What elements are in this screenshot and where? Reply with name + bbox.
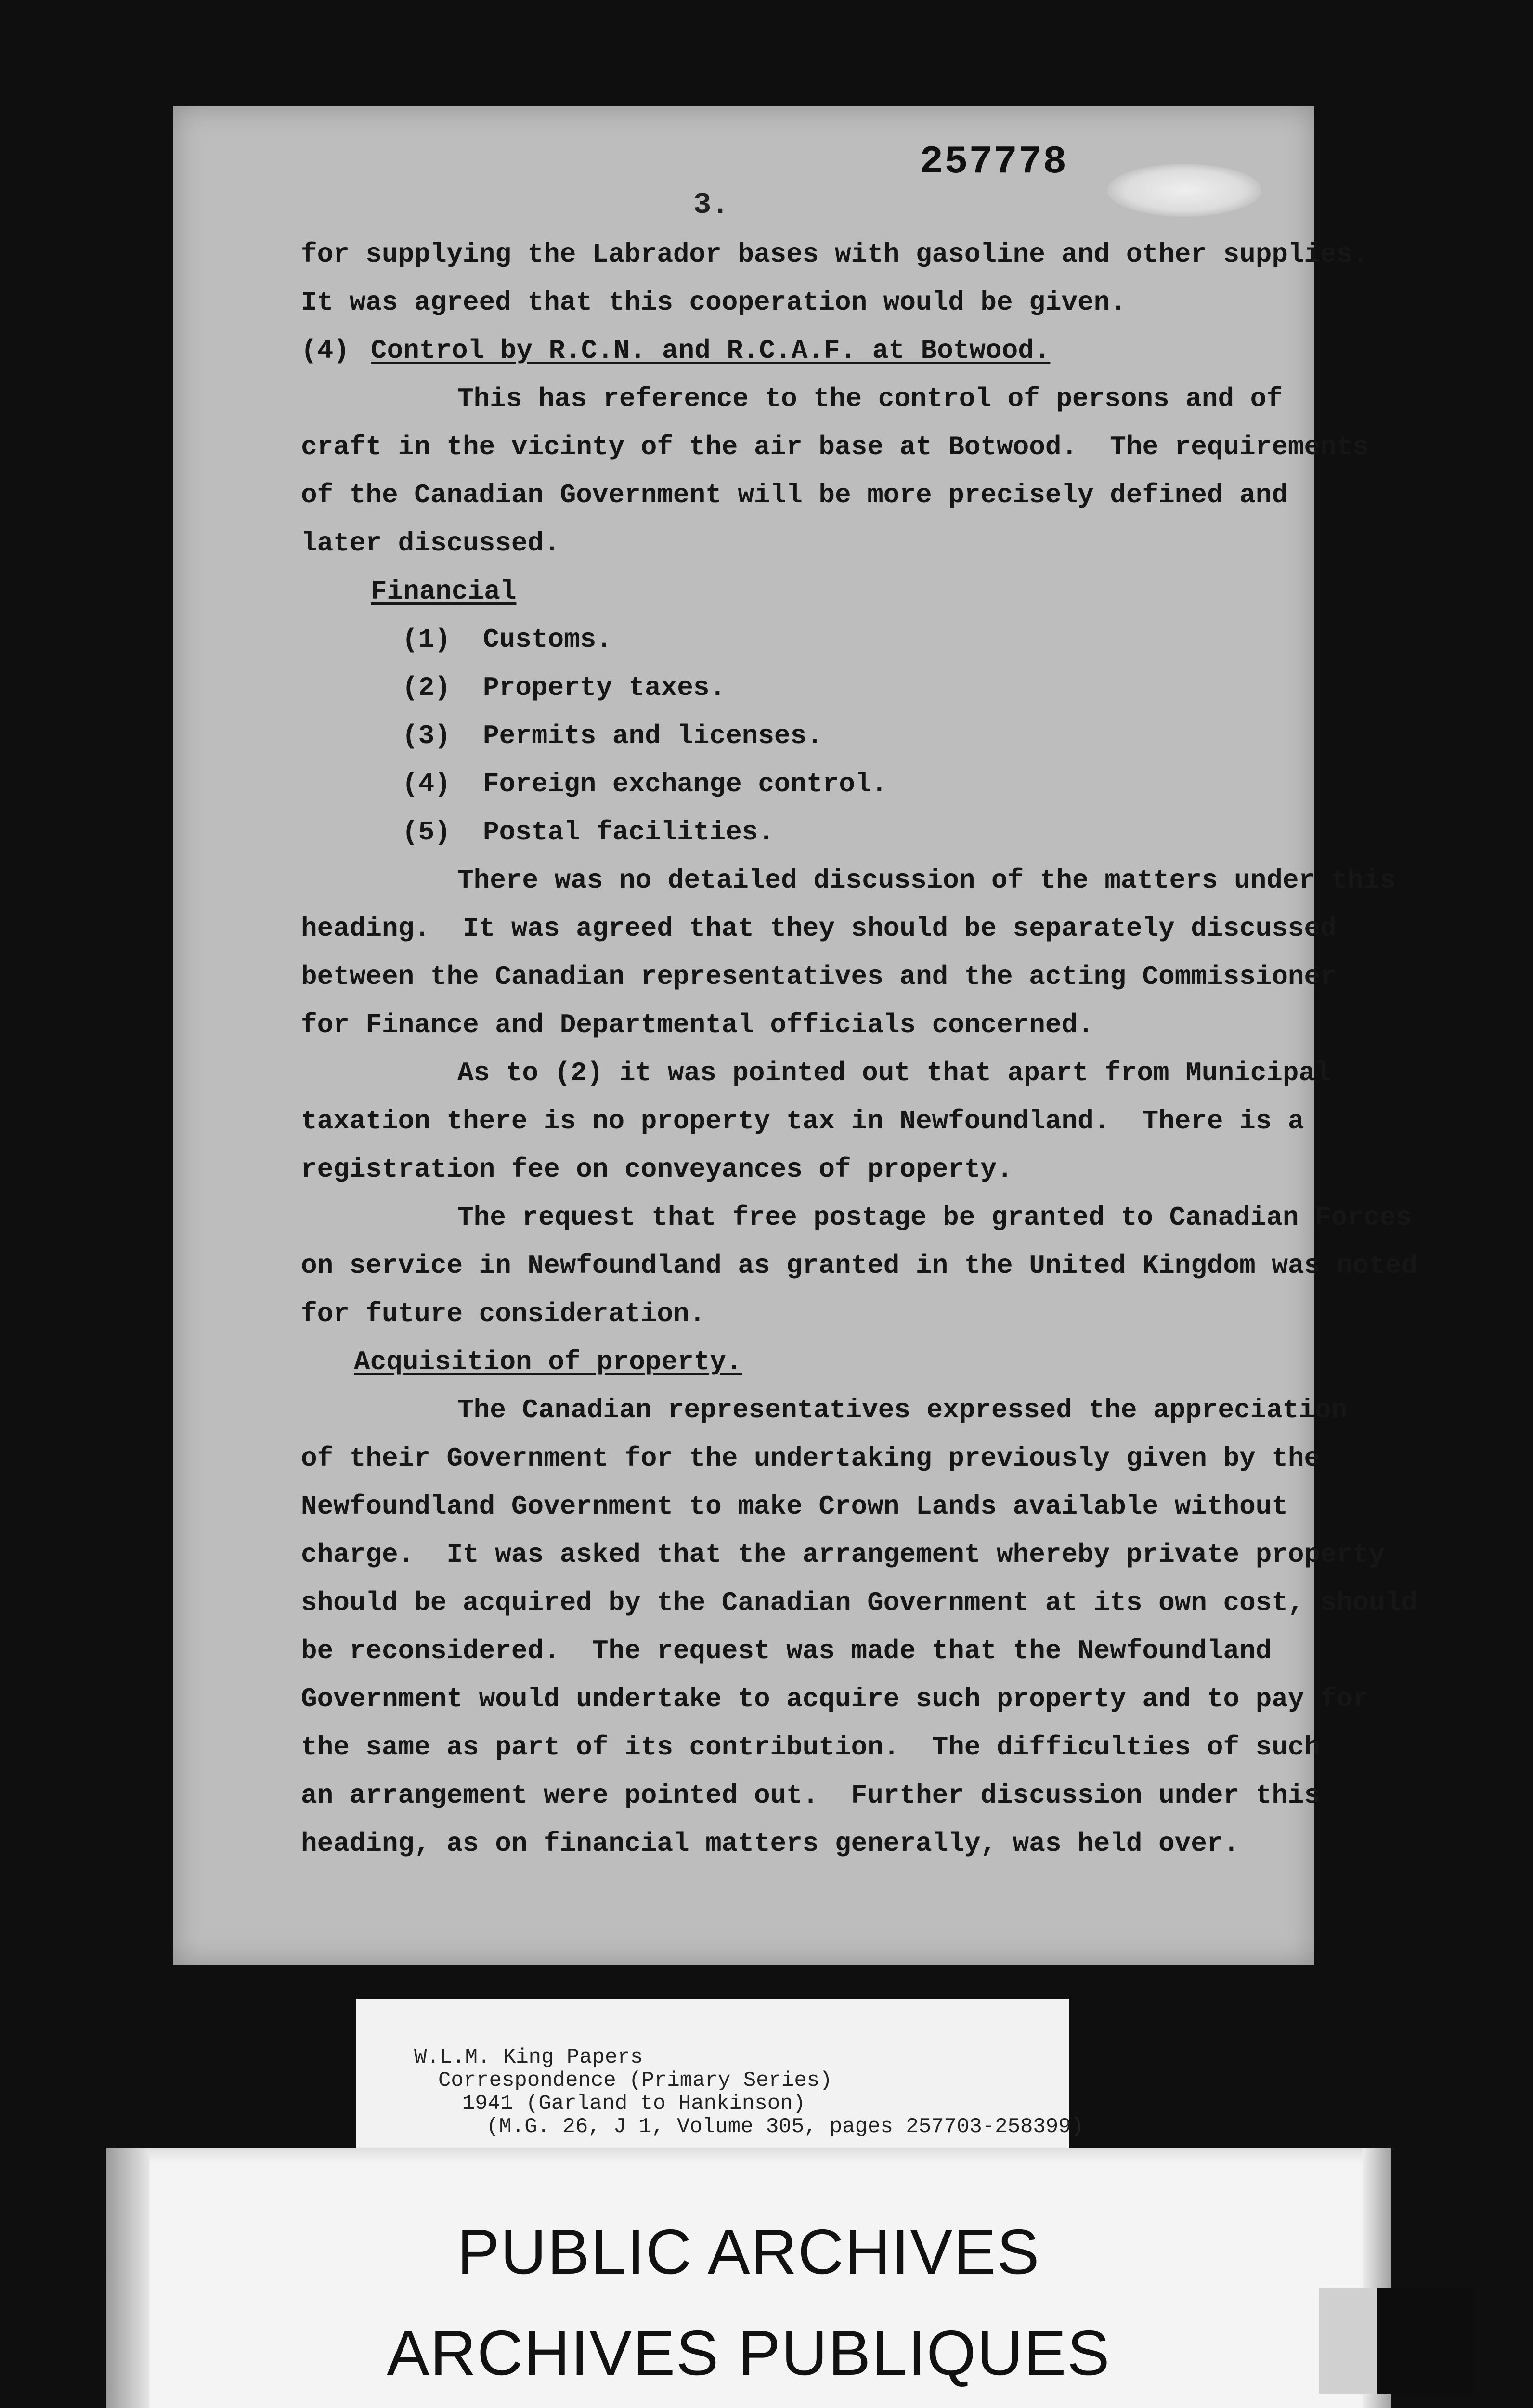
- list-item: (4) Foreign exchange control.: [402, 769, 888, 799]
- text-line: later discussed.: [301, 528, 560, 559]
- section-heading-acquisition: Acquisition of property.: [354, 1347, 742, 1377]
- text-line: As to (2) it was pointed out that apart from Municipal: [457, 1058, 1331, 1088]
- reference-label: [356, 1999, 1084, 2148]
- text-line: It was agreed that this cooperation would be given.: [301, 287, 1126, 318]
- list-item: (5) Postal facilities.: [402, 817, 774, 848]
- list-item: (1) Customs.: [402, 624, 612, 655]
- text-line: the same as part of its contribution. The difficulties of such: [301, 1732, 1321, 1763]
- text-line: an arrangement were pointed out. Further discussion under this: [301, 1780, 1321, 1811]
- text-line: This has reference to the control of persons and of: [457, 383, 1283, 414]
- text-line: heading, as on financial matters generally, was held over.: [301, 1828, 1240, 1859]
- archives-title-fr: ARCHIVES PUBLIQUES: [387, 2317, 1111, 2388]
- text-line: charge. It was asked that the arrangement whereby private property: [301, 1539, 1385, 1570]
- text-line: The Canadian representatives expressed the appreciation: [457, 1395, 1348, 1426]
- public-archives-banner: [106, 2148, 1391, 2408]
- text-line: registration fee on conveyances of property.: [301, 1154, 1013, 1185]
- reference-line: (M.G. 26, J 1, Volume 305, pages 257703-258399): [486, 2115, 1084, 2139]
- text-line: for future consideration.: [301, 1298, 706, 1329]
- section-heading-botwood: Control by R.C.N. and R.C.A.F. at Botwood.: [371, 335, 1051, 366]
- text-line: taxation there is no property tax in Newfoundland. There is a: [301, 1106, 1304, 1137]
- text-line: for Finance and Departmental officials concerned.: [301, 1009, 1094, 1040]
- text-line: There was no detailed discussion of the matters under this: [457, 865, 1396, 896]
- archives-title-en: PUBLIC ARCHIVES: [457, 2216, 1040, 2287]
- text-line: on service in Newfoundland as granted in the United Kingdom was noted: [301, 1250, 1417, 1281]
- text-line: heading. It was agreed that they should be separately discussed: [301, 913, 1337, 944]
- section-number: (4): [301, 335, 350, 366]
- text-line: The request that free postage be granted to Canadian Forces: [457, 1202, 1412, 1233]
- text-line: should be acquired by the Canadian Government at its own cost, should: [301, 1587, 1417, 1618]
- section-heading-financial: Financial: [371, 576, 517, 607]
- document-number: 257778: [920, 140, 1068, 184]
- text-line: of the Canadian Government will be more precisely defined and: [301, 480, 1288, 510]
- reference-line: 1941 (Garland to Hankinson): [462, 2092, 805, 2116]
- text-line: Newfoundland Government to make Crown Lands available without: [301, 1491, 1288, 1522]
- text-line: be reconsidered. The request was made that the Newfoundland: [301, 1636, 1272, 1666]
- reference-line: W.L.M. King Papers: [414, 2045, 643, 2069]
- film-marker-black: [1377, 2288, 1473, 2394]
- list-item: (3) Permits and licenses.: [402, 720, 823, 751]
- text-line: between the Canadian representatives and the acting Commissioner: [301, 961, 1337, 992]
- reference-line: Correspondence (Primary Series): [438, 2068, 832, 2093]
- text-line: Government would undertake to acquire such property and to pay for: [301, 1684, 1369, 1714]
- page-number: 3.: [693, 188, 729, 222]
- text-line: craft in the vicinty of the air base at Botwood. The requirements: [301, 432, 1369, 462]
- list-item: (2) Property taxes.: [402, 672, 726, 703]
- typed-document-page: [173, 106, 1417, 1965]
- text-line: for supplying the Labrador bases with gasoline and other supplies.: [301, 239, 1369, 270]
- page-smudge: [1107, 164, 1261, 217]
- text-line: of their Government for the undertaking previously given by the: [301, 1443, 1321, 1474]
